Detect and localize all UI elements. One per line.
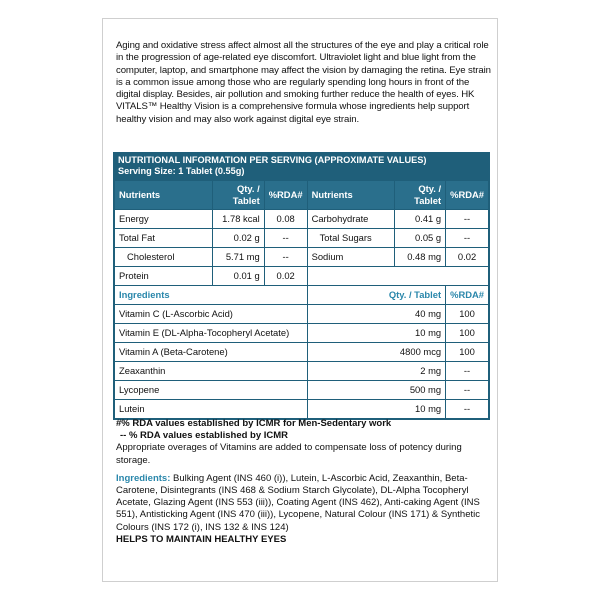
notes-section xyxy=(116,418,496,546)
cell: Total Fat xyxy=(115,229,213,248)
cell: Energy xyxy=(115,210,213,229)
cell: Lutein xyxy=(115,400,308,419)
cell: 1.78 kcal xyxy=(213,210,264,229)
cell: Lycopene xyxy=(115,381,308,400)
serving-size: Serving Size: 1 Tablet (0.55g) xyxy=(118,166,245,176)
cell: 0.02 xyxy=(446,248,489,267)
ingredients-text: Bulking Agent (INS 460 (i)), Lutein, L-Ascorbic Acid, Zeaxanthin, Beta-Carotene, Disintegrants (INS 468 & Sodium Starch Glycolate), DL-Alpha Tocopheryl Acetate, Glazing Agent (INS 553 (iii)), Coating Agent (INS 462), Anti-caking Agent (INS 551), Antisticking Agent (INS 470 (iii)), Lycopene, Natural Colour (INS 171) & Synthetic Colours (INS 172 (i), INS 132 & INS 124) xyxy=(116,472,480,533)
col-header: Qty. / Tablet xyxy=(307,286,446,305)
nutrients-header-row xyxy=(115,181,489,210)
cell: 100 xyxy=(446,343,489,362)
cell: 0.08 xyxy=(264,210,307,229)
cell: Vitamin E (DL-Alpha-Tocopheryl Acetate) xyxy=(115,324,308,343)
cell: Protein xyxy=(115,267,213,286)
ingredient-row xyxy=(115,305,489,324)
cell: 10 mg xyxy=(307,324,446,343)
cell: Sodium xyxy=(307,248,394,267)
cell: -- xyxy=(446,229,489,248)
table-row xyxy=(115,229,489,248)
cell: 0.41 g xyxy=(394,210,445,229)
cell: Total Sugars xyxy=(307,229,394,248)
tagline: HELPS TO MAINTAIN HEALTHY EYES xyxy=(116,533,287,545)
ingredient-row xyxy=(115,381,489,400)
empty-cell xyxy=(307,267,488,286)
intro-paragraph: Aging and oxidative stress affect almost all the structures of the eye and play a critical role in the progression of age-related eye discomfort. Ultraviolet light and blue light from the computer, laptop, and smartphone may affect the vision by damaging the retina. Eye strain is a common issue among those who are regularly spending long hours in front of the digital display. Besides, air pollution and smoking further reduce the health of eyes. HK VITALS™ Healthy Vision is a comprehensive formula whose ingredients help support healthy vision and may also work against digital eye strain. xyxy=(116,40,491,125)
cell: 2 mg xyxy=(307,362,446,381)
col-header: Qty. / Tablet xyxy=(394,181,445,210)
col-header: Ingredients xyxy=(115,286,308,305)
ingredient-row xyxy=(115,324,489,343)
cell: -- xyxy=(264,229,307,248)
col-header: Nutrients xyxy=(115,181,213,210)
cell: 100 xyxy=(446,324,489,343)
ingredients-label: Ingredients: xyxy=(116,472,171,484)
table-title: NUTRITIONAL INFORMATION PER SERVING (APPROXIMATE VALUES) xyxy=(118,155,427,165)
cell: -- xyxy=(446,362,489,381)
cell: -- xyxy=(446,381,489,400)
cell: 0.02 xyxy=(264,267,307,286)
cell: 0.02 g xyxy=(213,229,264,248)
col-header: %RDA# xyxy=(446,181,489,210)
cell: 0.01 g xyxy=(213,267,264,286)
cell: 500 mg xyxy=(307,381,446,400)
overage-note: Appropriate overages of Vitamins are added to compensate loss of potency during storage. xyxy=(116,442,462,466)
rda-note-2: -- % RDA values established by ICMR xyxy=(120,430,289,442)
table-row xyxy=(115,267,489,286)
cell: 100 xyxy=(446,305,489,324)
table-row xyxy=(115,210,489,229)
ingredient-row xyxy=(115,362,489,381)
cell: Carbohydrate xyxy=(307,210,394,229)
ingredient-row xyxy=(115,400,489,419)
col-header: Nutrients xyxy=(307,181,394,210)
cell: Cholesterol xyxy=(115,248,213,267)
cell: -- xyxy=(264,248,307,267)
cell: Vitamin C (L-Ascorbic Acid) xyxy=(115,305,308,324)
cell: 40 mg xyxy=(307,305,446,324)
cell: -- xyxy=(446,400,489,419)
cell: Vitamin A (Beta-Carotene) xyxy=(115,343,308,362)
cell: 5.71 mg xyxy=(213,248,264,267)
rda-note-1: #% RDA values established by ICMR for Men-Sedentary work xyxy=(116,418,392,429)
cell: Zeaxanthin xyxy=(115,362,308,381)
col-header: Qty. / Tablet xyxy=(213,181,264,210)
cell: 10 mg xyxy=(307,400,446,419)
cell: 0.05 g xyxy=(394,229,445,248)
ingredients-list xyxy=(116,473,496,534)
cell: -- xyxy=(446,210,489,229)
table-header xyxy=(114,153,489,180)
ingredient-row xyxy=(115,343,489,362)
nutrition-table xyxy=(113,152,490,420)
col-header: %RDA# xyxy=(446,286,489,305)
col-header: %RDA# xyxy=(264,181,307,210)
cell: 0.48 mg xyxy=(394,248,445,267)
ingredients-header-row xyxy=(115,286,489,305)
table-row xyxy=(115,248,489,267)
cell: 4800 mcg xyxy=(307,343,446,362)
